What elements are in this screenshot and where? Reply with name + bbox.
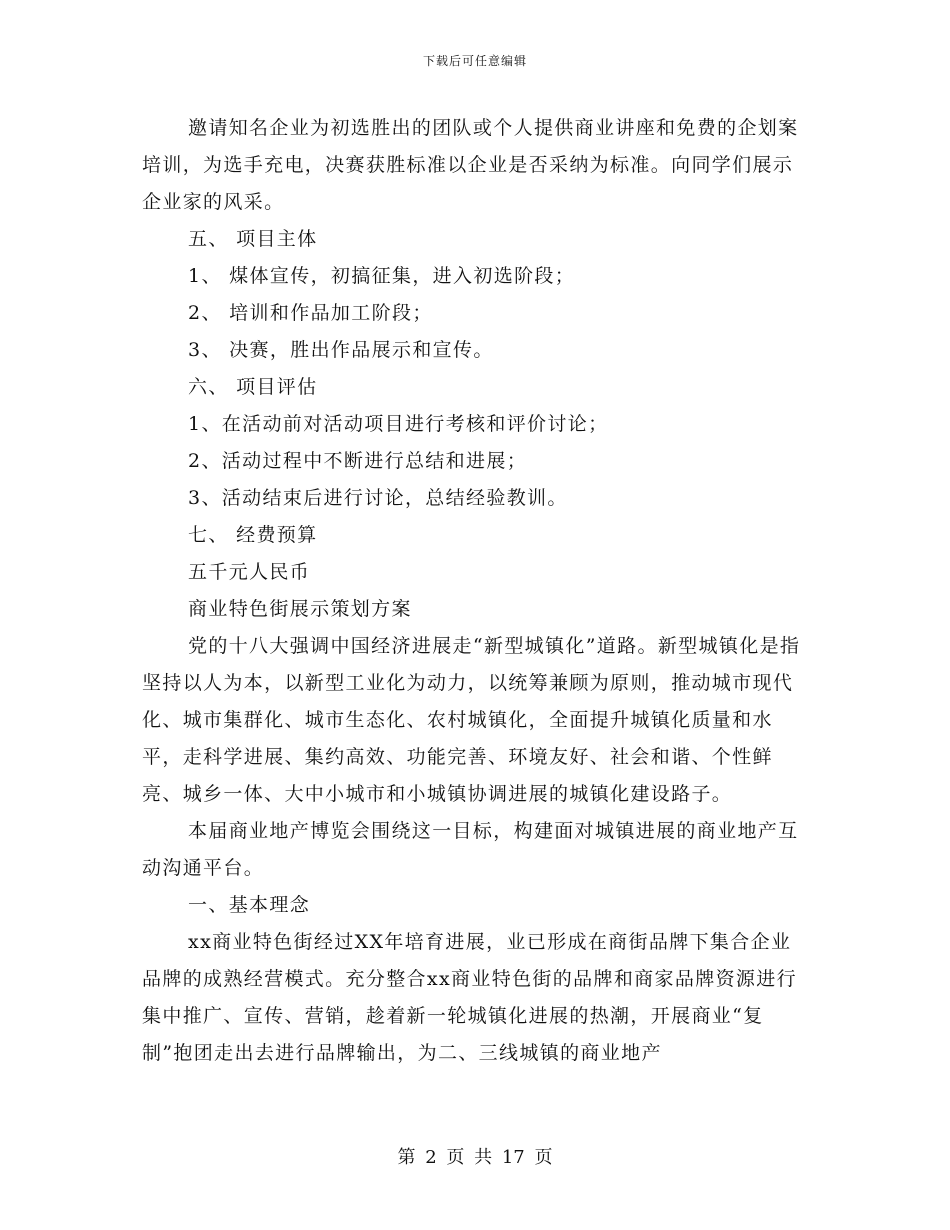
section-heading-basic-concept: 一、基本理念 (188, 894, 311, 916)
section-heading-project-evaluation: 六、 项目评估 (188, 376, 318, 398)
paragraph-new-urbanization: 党的十八大强调中国经济进展走“新型城镇化”道路。新型城镇化是指坚持以人为本，以新型工业化为动力，以统筹兼顾为原则，推动城市现代化、城市集群化、城市生态化、农村城镇化，全面提升城镇化质量和水平，走科学进展、集约高效、功能完善、环境友好、社会和谐、个性鲜亮、城乡一体、大中小城市和小城镇协调进展的城镇化建设路子。 (142, 635, 801, 805)
document-body (142, 110, 804, 1072)
page-number-footer: 第 2 页 共 17 页 (397, 1147, 553, 1168)
list-item-training-stage: 2、 培训和作品加工阶段； (188, 302, 433, 324)
list-item-final-stage: 3、 决赛，胜出作品展示和宣传。 (188, 339, 494, 361)
list-item-post-evaluation: 3、活动结束后进行讨论，总结经验教训。 (188, 487, 568, 509)
list-item-pre-evaluation: 1、在活动前对活动项目进行考核和评价讨论； (188, 413, 609, 435)
paragraph-brand-output: xx商业特色街经过XX年培育进展，业已形成在商街品牌下集合企业品牌的成熟经营模式。充分整合xx商业特色街的品牌和商家品牌资源进行集中推广、宣传、营销，趁着新一轮城镇化进展的热潮，开展商业“复制”抱团走出去进行品牌输出，为二、三线城镇的商业地产 (142, 931, 797, 1064)
list-item-process-evaluation: 2、活动过程中不断进行总结和进展； (188, 450, 528, 472)
paragraph-expo-platform: 本届商业地产博览会围绕这一目标，构建面对城镇进展的商业地产互动沟通平台。 (142, 820, 799, 879)
list-item-media-promotion: 1、 煤体宣传，初搞征集，进入初选阶段； (188, 265, 576, 287)
document-subtitle: 商业特色街展示策划方案 (188, 598, 412, 620)
paragraph-training-invitation: 邀请知名企业为初选胜出的团队或个人提供商业讲座和免费的企划案培训，为选手充电，决赛获胜标准以企业是否采纳为标准。向同学们展示企业家的风采。 (142, 117, 799, 213)
section-heading-project-body: 五、 项目主体 (188, 228, 318, 250)
section-heading-budget: 七、 经费预算 (188, 524, 318, 546)
page-header: 下载后可任意编辑 (422, 54, 527, 68)
budget-value: 五千元人民币 (188, 561, 311, 583)
